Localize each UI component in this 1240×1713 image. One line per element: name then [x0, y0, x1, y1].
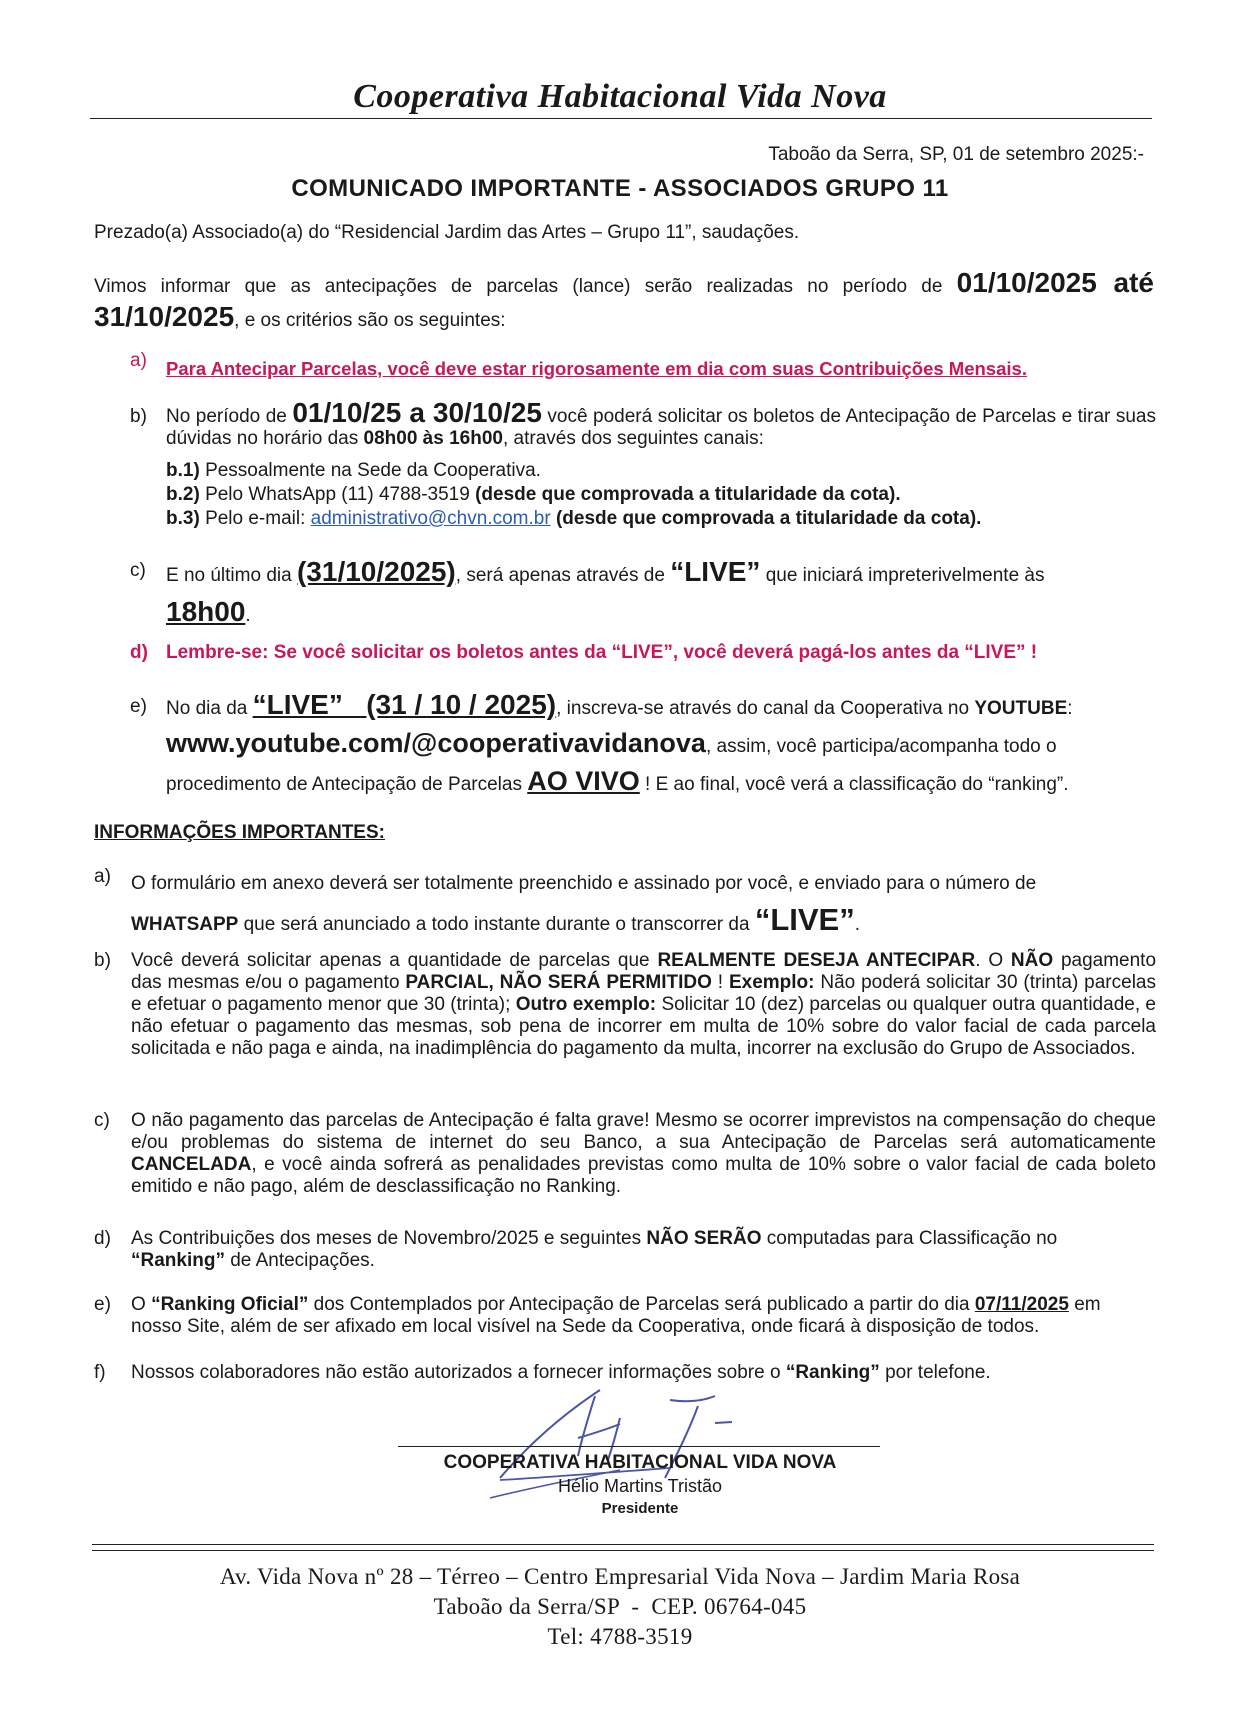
criteria-e-text-3: :	[1067, 698, 1073, 719]
channel-b3-text: Pelo e-mail:	[205, 508, 306, 529]
important-c-label: c)	[94, 1110, 110, 1131]
signature-role: Presidente	[601, 1500, 679, 1517]
criteria-e-ao-vivo: AO VIVO	[527, 766, 640, 796]
important-b-b5: Outro exemplo:	[515, 994, 657, 1015]
criteria-e-text-1: No dia da	[166, 698, 248, 719]
channel-b2-note: (desde que comprovada a titularidade da cota).	[475, 484, 901, 505]
channel-b3	[166, 508, 981, 530]
important-e-b1: “Ranking Oficial”	[151, 1294, 309, 1315]
important-b-b1: REALMENTE DESEJA ANTECIPAR	[657, 950, 976, 971]
footer-city: Taboão da Serra/SP - CEP. 06764-045	[433, 1594, 807, 1619]
important-d-text	[131, 1228, 1156, 1272]
criteria-b-text-1: No período de	[166, 406, 287, 427]
criteria-e-youtube: YOUTUBE	[974, 698, 1068, 719]
important-a-text-3: .	[854, 914, 861, 935]
important-b-t6: Solicitar 10 (dez) parcelas ou qualquer outra quantidade, e não efetuar o pagamento das mesmas, sob pena de incorrer em multa de 10% sobre do valor facial de cada parcela solicitada e não paga e ainda, na inadimplência do pagamento da multa, incorrer na exclusão do Grupo de Associados.	[131, 994, 1156, 1059]
criteria-e-text-4: , assim, você participa/acompanha todo o	[705, 736, 1057, 757]
important-b-b2: NÃO	[1010, 950, 1054, 971]
intro-text-2: , e os critérios são os seguintes:	[234, 310, 506, 331]
signature-name: Hélio Martins Tristão	[557, 1476, 723, 1496]
criteria-b-hours: 08h00 às 16h00	[363, 428, 503, 449]
important-a-text-1: O formulário em anexo deverá ser totalmente preenchido e assinado por você, e enviado para o número de	[131, 873, 1037, 894]
important-a-whatsapp: WHATSAPP	[131, 914, 239, 935]
important-heading: INFORMAÇÕES IMPORTANTES:	[94, 822, 385, 843]
header-divider	[90, 118, 1152, 119]
criteria-c-text-4: .	[245, 605, 251, 626]
important-f-t1: Nossos colaboradores não estão autorizados a fornecer informações sobre o	[131, 1362, 781, 1383]
criteria-b-text	[166, 397, 1156, 450]
important-e-t1: O	[131, 1294, 146, 1315]
important-f-label: f)	[94, 1362, 106, 1383]
important-b-b3: PARCIAL, NÃO SERÁ PERMITIDO	[405, 972, 712, 993]
criteria-c-text	[166, 554, 1156, 634]
footer-divider-1	[92, 1544, 1154, 1545]
important-c-t2: , e você ainda sofrerá as penalidades previstas como multa de 10% sobre o valor facial de cada boleto emitido e não pago, além de desclassificação no Ranking.	[131, 1154, 1156, 1197]
channel-b2-label: b.2)	[166, 484, 200, 505]
important-b-text	[131, 950, 1156, 1060]
criteria-a-text: Para Antecipar Parcelas, você deve estar rigorosamente em dia com suas Contribuições Mensais.	[166, 358, 1027, 379]
signature-org: COOPERATIVA HABITACIONAL VIDA NOVA	[443, 1452, 837, 1473]
criteria-b-period: 01/10/25 a 30/10/25	[292, 397, 542, 428]
criteria-e-text-5: procedimento de Antecipação de Parcelas	[166, 774, 522, 795]
important-b-t2: . O	[975, 950, 1004, 971]
important-b-t5: Não poderá solicitar 30 (trinta) parcelas e efetuar o pagamento menor que 30 (trinta);	[131, 972, 1156, 1015]
important-b-b4: Exemplo:	[728, 972, 815, 993]
org-title: Cooperativa Habitacional Vida Nova	[353, 78, 887, 115]
channel-b1-text: Pessoalmente na Sede da Cooperativa.	[205, 460, 541, 481]
criteria-e-text-6: ! E ao final, você verá a classificação do “ranking”.	[645, 774, 1069, 795]
criteria-d-text: Lembre-se: Se você solicitar os boletos antes da “LIVE”, você deverá pagá-los antes da “LIVE” !	[166, 642, 1038, 663]
criteria-a-label: a)	[130, 350, 147, 371]
important-e-text	[131, 1294, 1156, 1338]
footer-address: Av. Vida Nova nº 28 – Térreo – Centro Empresarial Vida Nova – Jardim Maria Rosa	[219, 1564, 1021, 1589]
important-e-t3: em nosso Site, além de ser afixado em local visível na Sede da Cooperativa, onde ficará à disposição de todos.	[131, 1294, 1101, 1337]
important-e-t2: dos Contemplados por Antecipação de Parcelas será publicado a partir do dia	[313, 1294, 970, 1315]
criteria-c-live: “LIVE”	[670, 556, 761, 587]
criteria-d-label: d)	[130, 642, 148, 663]
criteria-b-label: b)	[130, 406, 147, 427]
important-e-date: 07/11/2025	[974, 1294, 1069, 1315]
greeting: Prezado(a) Associado(a) do “Residencial Jardim das Artes – Grupo 11”, saudações.	[94, 222, 800, 243]
criteria-c-date: (31/10/2025)	[296, 556, 456, 587]
intro-period: 01/10/2025 até 31/10/2025	[94, 267, 1155, 332]
important-a-text	[131, 866, 1156, 943]
important-d-b1: NÃO SERÃO	[646, 1228, 762, 1249]
signature-line	[398, 1446, 880, 1447]
important-a-live: “LIVE”	[754, 902, 855, 937]
important-a-label: a)	[94, 866, 111, 887]
criteria-c-label: c)	[130, 560, 146, 581]
important-e-label: e)	[94, 1294, 111, 1315]
email-link[interactable]: administrativo@chvn.com.br	[310, 508, 551, 529]
intro-text-1: Vimos informar que as antecipações de parcelas (lance) serão realizadas no período de	[94, 276, 943, 297]
channel-b3-label: b.3)	[166, 508, 200, 529]
important-b-t3: pagamento das mesmas e/ou o pagamento	[131, 950, 1157, 993]
channel-b1	[166, 460, 541, 482]
important-c-t1: O não pagamento das parcelas de Antecipação é falta grave! Mesmo se ocorrer imprevistos na compensação do cheque e/ou problemas do sistema de internet do seu Banco, a sua Antecipação de Parcelas será automaticamente	[131, 1110, 1156, 1153]
important-f-t2: por telefone.	[885, 1362, 991, 1383]
important-d-b2: “Ranking”	[131, 1250, 225, 1271]
criteria-e-text-2: , inscreva-se através do canal da Cooperativa no	[556, 698, 970, 719]
important-d-t3: de Antecipações.	[230, 1250, 375, 1271]
important-a-text-2: que será anunciado a todo instante durante o transcorrer da	[243, 914, 750, 935]
channel-b1-label: b.1)	[166, 460, 200, 481]
criteria-b-text-2: você poderá solicitar os boletos de Antecipação de Parcelas e tirar suas dúvidas no horário das	[166, 406, 1156, 449]
handwritten-signature	[470, 1378, 770, 1518]
important-b-label: b)	[94, 950, 111, 971]
important-f-b1: “Ranking”	[785, 1362, 880, 1383]
date-line: Taboão da Serra, SP, 01 de setembro 2025:-	[768, 144, 1144, 165]
important-b-t1: Você deverá solicitar apenas a quantidade de parcelas que	[131, 950, 650, 971]
important-c-b1: CANCELADA	[131, 1154, 252, 1175]
notice-title: COMUNICADO IMPORTANTE - ASSOCIADOS GRUPO 11	[291, 175, 949, 202]
channel-b3-note: (desde que comprovada a titularidade da cota).	[555, 508, 982, 529]
criteria-c-text-1: E no último dia	[166, 565, 292, 586]
criteria-e-text	[166, 688, 1166, 802]
important-d-label: d)	[94, 1228, 111, 1249]
criteria-c-time: 18h00	[166, 596, 246, 627]
footer-phone: Tel: 4788-3519	[547, 1624, 693, 1649]
important-d-t1: As Contribuições dos meses de Novembro/2025 e seguintes	[131, 1228, 642, 1249]
criteria-e-live-date: “LIVE” (31 / 10 / 2025)	[252, 689, 557, 720]
criteria-b-text-3: , através dos seguintes canais:	[502, 428, 764, 449]
footer-divider-2	[92, 1550, 1154, 1551]
criteria-e-label: e)	[130, 696, 147, 717]
criteria-c-text-3: que iniciará impreterivelmente às	[765, 565, 1045, 586]
channel-b2	[166, 484, 901, 506]
channel-b2-text: Pelo WhatsApp (11) 4788-3519	[205, 484, 470, 505]
intro-paragraph	[94, 268, 1154, 336]
important-c-text	[131, 1110, 1156, 1198]
youtube-url[interactable]: www.youtube.com/@cooperativavidanova	[166, 728, 706, 758]
important-b-t4: !	[717, 972, 724, 993]
important-d-t2: computadas para Classificação no	[766, 1228, 1058, 1249]
criteria-c-text-2: , será apenas através de	[455, 565, 665, 586]
